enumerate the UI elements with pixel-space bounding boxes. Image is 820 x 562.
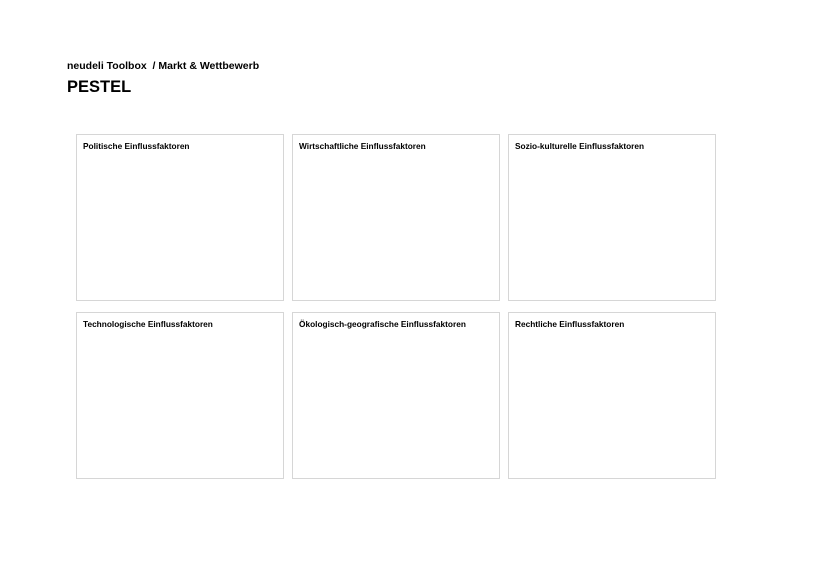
card-political-factors[interactable] — [76, 134, 284, 301]
pestel-grid — [76, 134, 716, 479]
breadcrumb: neudeli Toolbox / Markt & Wettbewerb — [67, 60, 260, 72]
card-label: Technologische Einflussfaktoren — [83, 319, 213, 329]
card-sociocultural-factors[interactable] — [508, 134, 716, 301]
card-technological-factors[interactable] — [76, 312, 284, 479]
card-label: Sozio-kulturelle Einflussfaktoren — [515, 141, 645, 151]
card-legal-factors[interactable] — [508, 312, 716, 479]
card-label: Politische Einflussfaktoren — [83, 141, 190, 151]
card-ecological-factors[interactable] — [292, 312, 500, 479]
card-label: Rechtliche Einflussfaktoren — [515, 319, 625, 329]
card-label: Ökologisch-geografische Einflussfaktoren — [299, 319, 466, 329]
card-economic-factors[interactable] — [292, 134, 500, 301]
card-label: Wirtschaftliche Einflussfaktoren — [299, 141, 426, 151]
page-title: PESTEL — [67, 78, 132, 96]
